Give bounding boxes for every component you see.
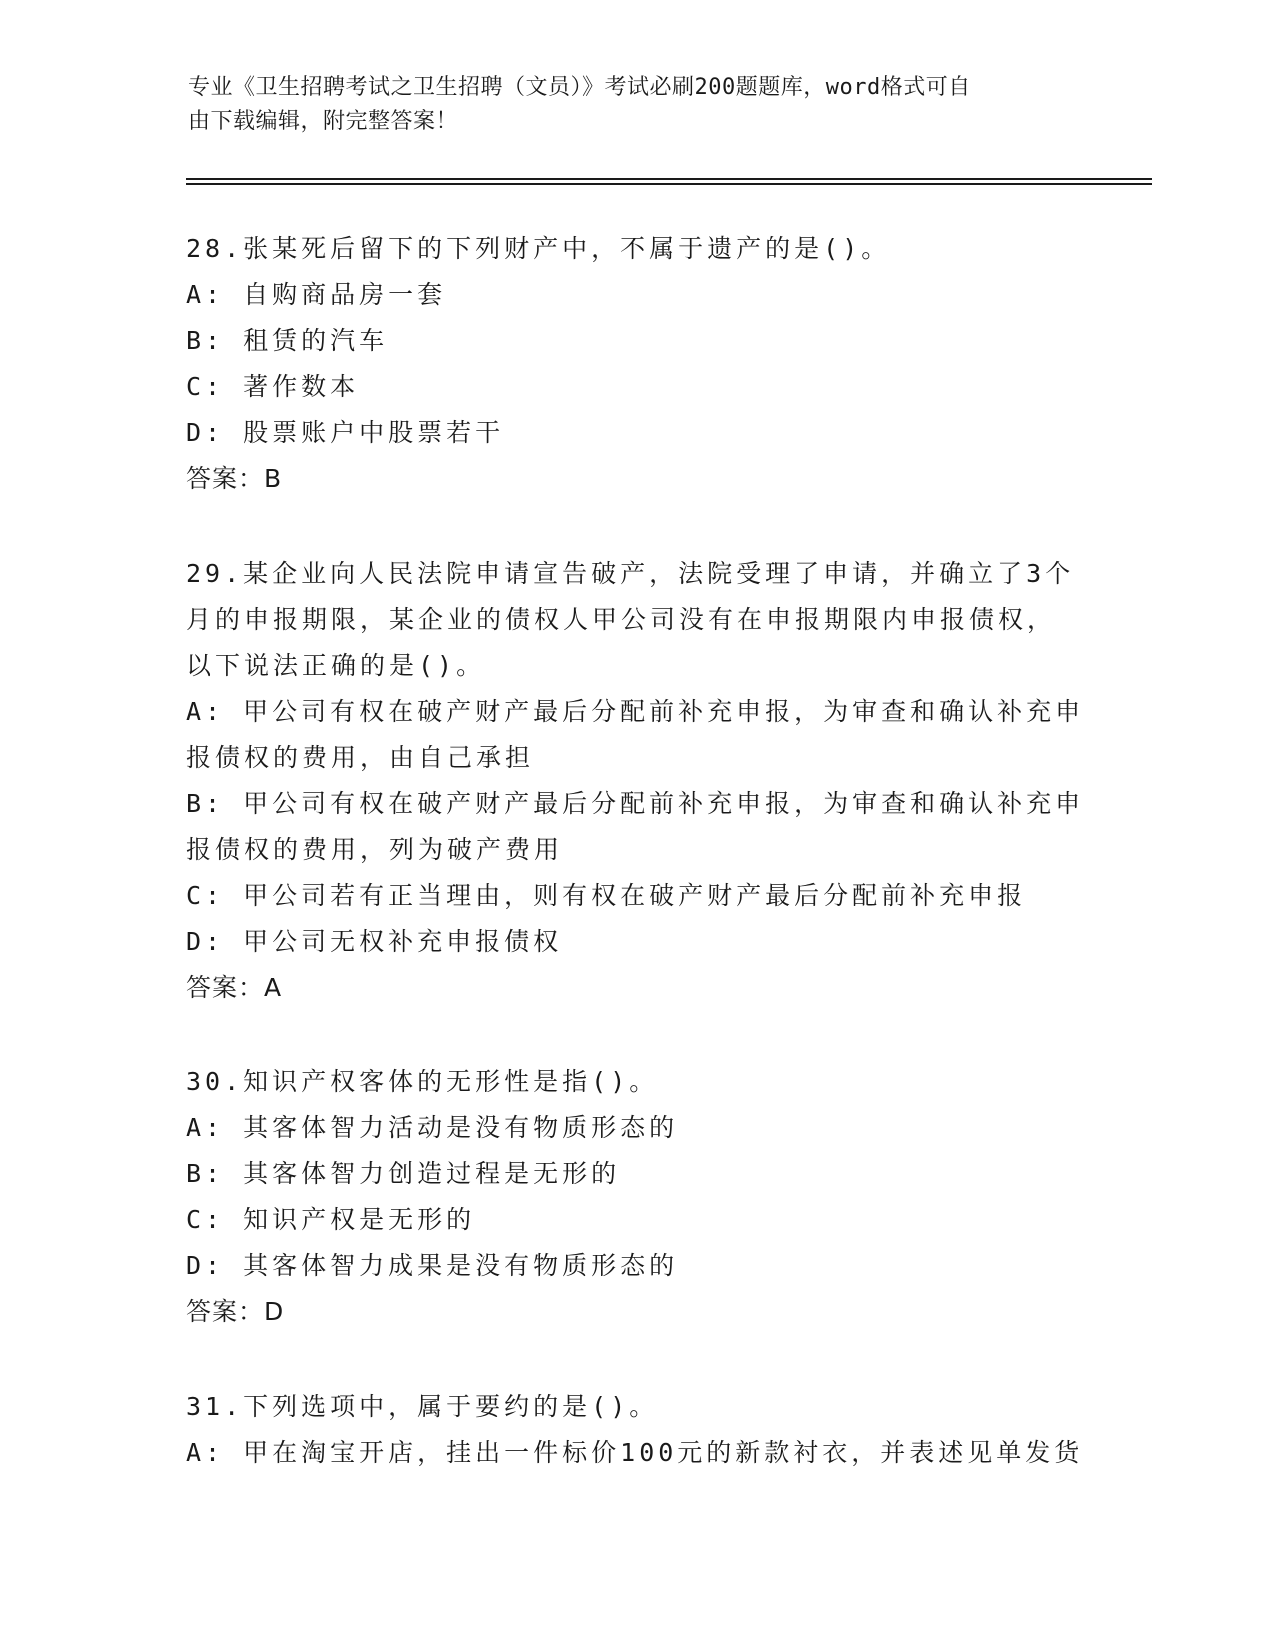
- option-a: A: 自购商品房一套: [186, 280, 447, 309]
- answer: 答案：B: [186, 464, 283, 493]
- header-line-2: 由下载编辑，附完整答案！: [188, 109, 459, 134]
- option-c: C: 著作数本: [186, 372, 360, 401]
- header-divider-bottom: [186, 183, 1152, 185]
- answer: 答案：D: [186, 1297, 285, 1326]
- option-a: A: 其客体智力活动是没有物质形态的: [186, 1113, 679, 1142]
- question-30: [186, 1059, 1086, 1335]
- answer: 答案：A: [186, 973, 283, 1002]
- option-d: D: 其客体智力成果是没有物质形态的: [186, 1251, 679, 1280]
- option-d: D: 甲公司无权补充申报债权: [186, 927, 563, 956]
- question-stem: 30.知识产权客体的无形性是指()。: [186, 1067, 659, 1096]
- option-c: C: 甲公司若有正当理由，则有权在破产财产最后分配前补充申报: [186, 881, 1027, 910]
- question-stem: 28.张某死后留下的下列财产中，不属于遗产的是()。: [186, 234, 891, 263]
- header-line-1: 专业《卫生招聘考试之卫生招聘（文员）》考试必刷200题题库，word格式可自: [188, 75, 971, 100]
- option-d: D: 股票账户中股票若干: [186, 418, 505, 447]
- option-a: A: 甲公司有权在破产财产最后分配前补充申报，为审查和确认补充申: [186, 697, 1085, 726]
- option-a: A: 甲在淘宝开店，挂出一件标价100元的新款衬衣，并表述见单发货: [186, 1438, 1084, 1467]
- question-stem-cont: 月的申报期限，某企业的债权人甲公司没有在申报期限内申报债权，: [186, 605, 1057, 634]
- option-c: C: 知识产权是无形的: [186, 1205, 476, 1234]
- option-b: B: 租赁的汽车: [186, 326, 389, 355]
- document-header: [188, 71, 1068, 139]
- option-b-cont: 报债权的费用，列为破产费用: [186, 835, 564, 864]
- question-28: [186, 226, 1086, 502]
- question-31: [186, 1384, 1086, 1476]
- question-stem-cont: 以下说法正确的是()。: [186, 651, 486, 680]
- question-stem: 31.下列选项中，属于要约的是()。: [186, 1392, 659, 1421]
- question-stem: 29.某企业向人民法院申请宣告破产，法院受理了申请，并确立了3个: [186, 559, 1075, 588]
- option-a-cont: 报债权的费用，由自己承担: [186, 743, 535, 772]
- question-29: [186, 551, 1086, 1011]
- option-b: B: 甲公司有权在破产财产最后分配前补充申报，为审查和确认补充申: [186, 789, 1085, 818]
- header-divider-top: [186, 178, 1152, 180]
- option-b: B: 其客体智力创造过程是无形的: [186, 1159, 621, 1188]
